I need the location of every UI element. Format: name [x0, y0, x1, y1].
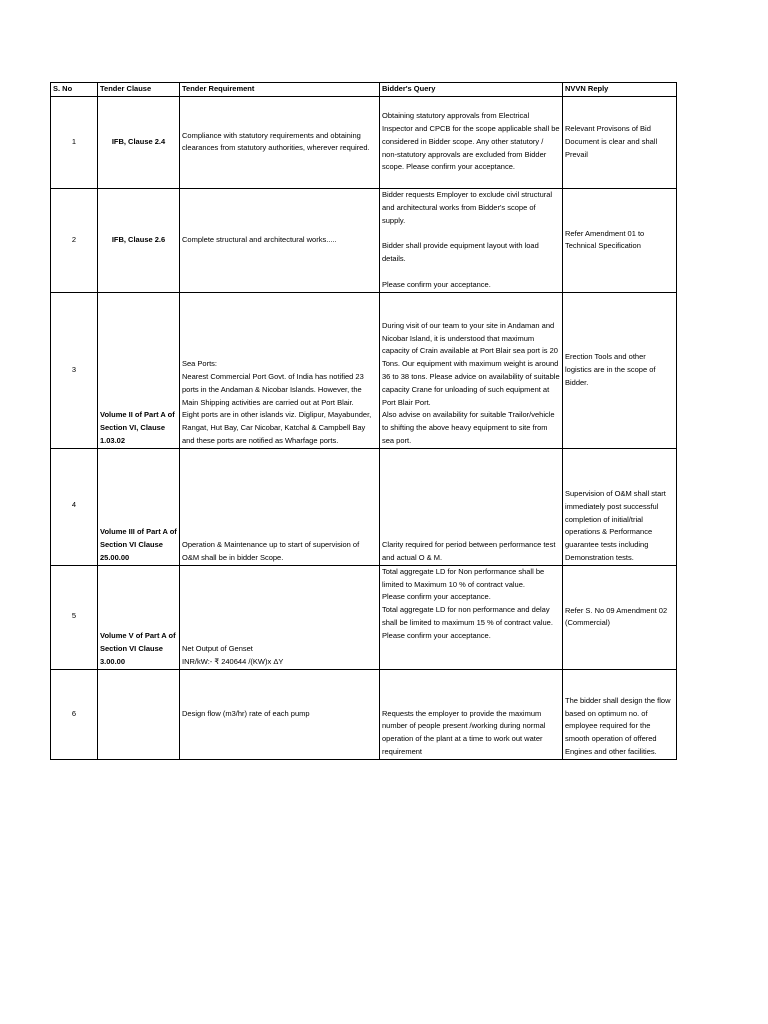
- row-nvvn-reply: [563, 448, 677, 565]
- requirement-line: INR/kW:- ₹ 240644 /(KW)x ΔY: [182, 657, 284, 666]
- row-tender-clause: Volume V of Part A of Section VI Clause 3.00.00: [98, 565, 180, 669]
- reply-line: guarantee tests including Demonstration tests.: [565, 540, 649, 562]
- requirement-line: Sea Ports:: [182, 359, 218, 369]
- query-paragraph: Please confirm your acceptance.: [382, 279, 491, 289]
- query-line: Also advise on availability for suitable Trailor/vehicle to shifting the above heavy equipment to site from sea port.: [382, 410, 555, 445]
- row-nvvn-reply: Erection Tools and other logistics are in the scope of Bidder.: [563, 292, 677, 448]
- row-nvvn-reply: Refer Amendment 01 to Technical Specification: [563, 188, 677, 292]
- row-tender-requirement: [180, 292, 380, 448]
- row-tender-requirement: Operation & Maintenance up to start of supervision of O&M shall be in bidder Scope.: [180, 448, 380, 565]
- tender-query-table: [50, 82, 677, 760]
- header-bidders-query: Bidder's Query: [380, 83, 563, 97]
- query-line: Please confirm your acceptance.: [382, 630, 491, 640]
- row-nvvn-reply: Refer S. No 09 Amendment 02 (Commercial): [563, 565, 677, 669]
- row-tender-clause: IFB, Clause 2.6: [98, 188, 180, 292]
- table-row: [51, 565, 677, 669]
- row-tender-requirement: [180, 565, 380, 669]
- row-bidders-query: [380, 188, 563, 292]
- row-sno: 6: [51, 669, 98, 759]
- row-tender-clause: [98, 669, 180, 759]
- table-row: [51, 669, 677, 759]
- header-tender-requirement: Tender Requirement: [180, 83, 380, 97]
- row-bidders-query: Requests the employer to provide the maximum number of people present /working during normal operation of the plant at a time to work out water requirement: [380, 669, 563, 759]
- table-row: [51, 96, 677, 188]
- header-row: [51, 83, 677, 97]
- query-line: Total aggregate LD for non performance and delay shall be limited to maximum 15 % of contract value.: [382, 605, 553, 627]
- row-tender-requirement: Design flow (m3/hr) rate of each pump: [180, 669, 380, 759]
- header-tender-clause: Tender Clause: [98, 83, 180, 97]
- requirement-line: Net Output of Genset: [182, 644, 253, 654]
- row-bidders-query: [380, 292, 563, 448]
- row-sno: 4: [51, 448, 98, 565]
- row-tender-clause: IFB, Clause 2.4: [98, 96, 180, 188]
- row-tender-clause: Volume III of Part A of Section VI Clause 25.00.00: [98, 448, 180, 565]
- row-sno: 1: [51, 96, 98, 188]
- query-paragraph: Bidder requests Employer to exclude civil structural and architectural works from Bidder's scope of supply.: [382, 190, 553, 225]
- header-nvvn-reply: NVVN Reply: [563, 83, 677, 97]
- row-sno: 3: [51, 292, 98, 448]
- table-row: [51, 448, 677, 565]
- header-sno: S. No: [51, 83, 98, 97]
- row-tender-requirement: Complete structural and architectural works.....: [180, 188, 380, 292]
- query-line: Total aggregate LD for Non performance shall be limited to Maximum 10 % of contract value.: [382, 566, 545, 589]
- row-bidders-query: [380, 565, 563, 669]
- row-tender-requirement: Compliance with statutory requirements and obtaining clearances from statutory authorities, wherever required.: [180, 96, 380, 188]
- table-row: [51, 188, 677, 292]
- table-row: [51, 292, 677, 448]
- requirement-line: Nearest Commercial Port Govt. of India has notified 23 ports in the Andaman & Nicobar Islands. However, the Main Shipping activities are carried out at Port Blair.: [182, 372, 364, 407]
- row-sno: 2: [51, 188, 98, 292]
- query-paragraph: Bidder shall provide equipment layout with load details.: [382, 241, 539, 264]
- row-nvvn-reply: Relevant Provisons of Bid Document is clear and shall Prevail: [563, 96, 677, 188]
- query-line: During visit of our team to your site in Andaman and Nicobar Island, it is understood that maximum capacity of Crain available at Port Blair sea port is 20 Tons. Our equipment with maximum weight is around 36 to 38 tons. Please advice on availability of suitable capacity Crane for unloading of such equipment at Port Blair Port.: [382, 320, 560, 407]
- row-nvvn-reply: The bidder shall design the flow based on optimum no. of employee required for the smooth operation of offered Engines and other facilities.: [563, 669, 677, 759]
- row-bidders-query: Obtaining statutory approvals from Electrical Inspector and CPCB for the scope applicable shall be considered in Bidder scope. Any other statutory / non-statutory approvals are excluded from Bidder scope. Please confirm your acceptance.: [380, 96, 563, 188]
- query-line: Please confirm your acceptance.: [382, 592, 491, 602]
- row-bidders-query: Clarity required for period between performance test and actual O & M.: [380, 448, 563, 565]
- reply-line: Supervision of O&M shall start immediately post successful completion of initial/trial operations & Performance: [565, 489, 666, 537]
- requirement-line: Eight ports are in other islands viz. Diglipur, Mayabunder, Rangat, Hut Bay, Car Nicobar, Katchal & Campbell Bay and these ports are notified as Wharfage ports.: [182, 410, 372, 445]
- row-tender-clause: Volume II of Part A of Section VI, Clause 1.03.02: [98, 292, 180, 448]
- row-sno: 5: [51, 565, 98, 669]
